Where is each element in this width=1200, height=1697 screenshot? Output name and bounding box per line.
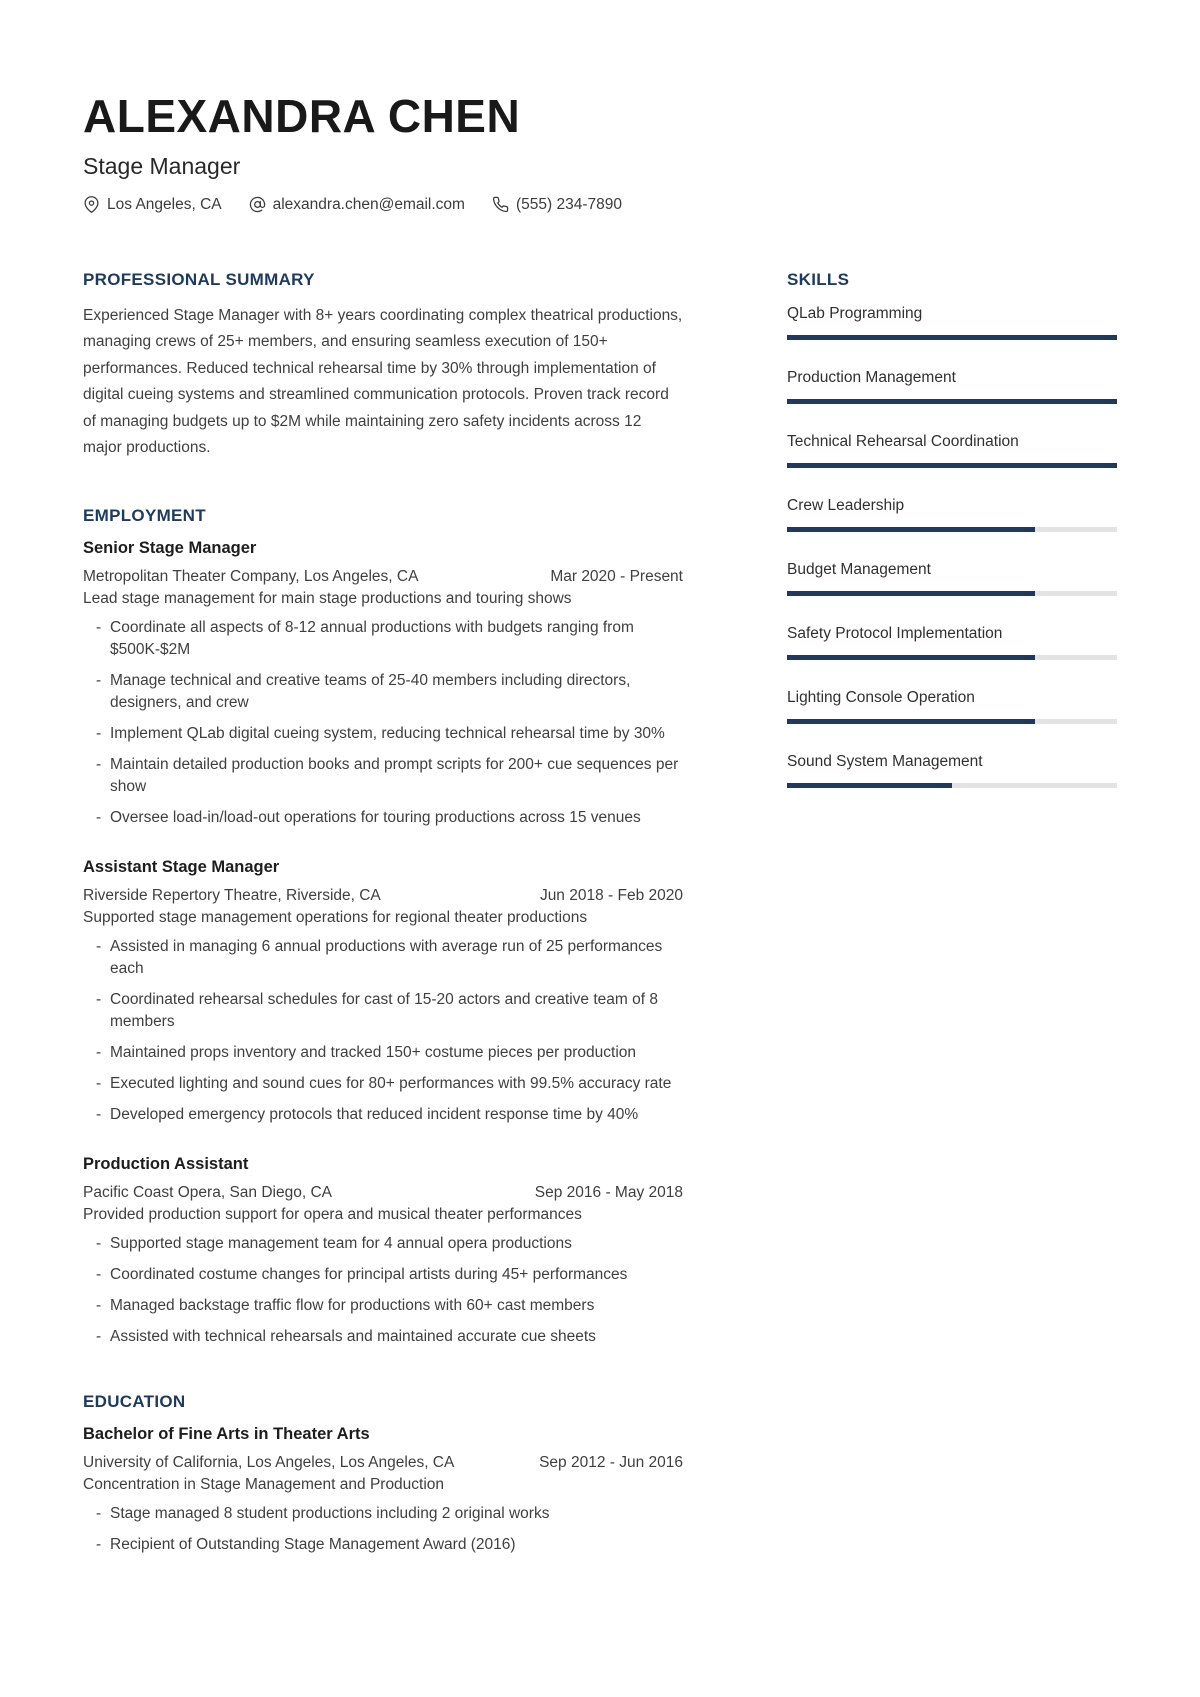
job-entry — [83, 1155, 683, 1348]
employment-heading: EMPLOYMENT — [83, 505, 206, 525]
skill-bar-fill — [787, 591, 1035, 596]
location-pin-icon — [83, 196, 100, 213]
job-bullet — [83, 1073, 683, 1095]
education-bullet — [83, 1503, 683, 1525]
job-bullet — [83, 1104, 683, 1126]
summary-text: Experienced Stage Manager with 8+ years coordinating complex theatrical productions, managing crews of 25+ members, and ensuring seamless execution of 150+ performances. Reduced technical rehearsal time by 30% through implementation of digital cueing systems and streamlined communication protocols. Proven track record of managing budgets up to $2M while maintaining zero safety incidents across 12 major productions. — [83, 306, 683, 457]
job-meta-row — [83, 1182, 683, 1203]
job-bullet-text: Coordinate all aspects of 8-12 annual productions with budgets ranging from $500K-$2M — [110, 618, 634, 658]
job-lead: Supported stage management operations for regional theater productions — [83, 908, 588, 926]
job-entry-title: Production Assistant — [83, 1154, 249, 1173]
bullet-dash: - — [96, 937, 102, 955]
contact-row — [83, 196, 1117, 214]
job-bullet — [83, 1042, 683, 1064]
bullet-dash: - — [96, 671, 102, 689]
job-bullet-list — [83, 1233, 683, 1348]
job-bullet-text: Oversee load-in/load-out operations for touring productions across 15 venues — [110, 808, 641, 826]
resume-header — [83, 92, 1117, 214]
job-bullet-text: Maintained props inventory and tracked 150+ costume pieces per production — [110, 1043, 637, 1061]
job-lead: Provided production support for opera and musical theater performances — [83, 1205, 582, 1223]
left-column — [83, 270, 683, 1556]
bullet-dash: - — [96, 1105, 102, 1123]
education-lead: Concentration in Stage Management and Production — [83, 1475, 445, 1493]
email-text: alexandra.chen@email.com — [272, 195, 465, 213]
skill-label: Lighting Console Operation — [787, 688, 975, 706]
job-bullet-text: Assisted with technical rehearsals and maintained accurate cue sheets — [110, 1327, 596, 1345]
job-entry-title: Senior Stage Manager — [83, 538, 257, 557]
job-bullet — [83, 617, 683, 661]
skill-label: Safety Protocol Implementation — [787, 624, 1003, 642]
employment-section — [83, 506, 683, 1348]
skill-list — [787, 303, 1117, 788]
job-bullet — [83, 754, 683, 798]
degree-title: Bachelor of Fine Arts in Theater Arts — [83, 1424, 370, 1443]
education-section — [83, 1392, 683, 1556]
contact-email — [249, 196, 465, 214]
bullet-dash: - — [96, 1327, 102, 1345]
education-bullet-text: Stage managed 8 student productions including 2 original works — [110, 1504, 550, 1522]
skill-label: Budget Management — [787, 560, 931, 578]
job-bullet-text: Assisted in managing 6 annual productions with average run of 25 performances each — [110, 937, 663, 977]
job-bullet — [83, 807, 683, 829]
location-text: Los Angeles, CA — [107, 195, 222, 213]
job-bullet-text: Coordinated costume changes for principal artists during 45+ performances — [110, 1265, 628, 1283]
skill-bar-track — [787, 335, 1117, 340]
phone-icon — [492, 196, 509, 213]
phone-text: (555) 234-7890 — [515, 195, 622, 213]
skill-item — [787, 367, 1117, 404]
job-company: Riverside Repertory Theatre, Riverside, CA — [83, 886, 381, 904]
education-dates: Sep 2012 - Jun 2016 — [539, 1453, 683, 1471]
skill-bar-track — [787, 719, 1117, 724]
bullet-dash: - — [96, 1043, 102, 1061]
job-bullet — [83, 670, 683, 714]
skill-bar-fill — [787, 335, 1117, 340]
education-list — [83, 1425, 683, 1556]
skill-bar-track — [787, 591, 1117, 596]
skill-item — [787, 495, 1117, 532]
skill-item — [787, 303, 1117, 340]
skill-label: QLab Programming — [787, 304, 923, 322]
education-entry — [83, 1425, 683, 1556]
skill-bar-fill — [787, 719, 1035, 724]
skill-bar-track — [787, 783, 1117, 788]
skill-bar-fill — [787, 399, 1117, 404]
skill-bar-fill — [787, 655, 1035, 660]
job-entry-title: Assistant Stage Manager — [83, 857, 280, 876]
bullet-dash: - — [96, 990, 102, 1008]
skill-item — [787, 751, 1117, 788]
education-bullet-text: Recipient of Outstanding Stage Management Award (2016) — [110, 1535, 516, 1553]
job-meta-row — [83, 566, 683, 587]
right-column — [787, 270, 1117, 815]
skill-bar-track — [787, 527, 1117, 532]
bullet-dash: - — [96, 1234, 102, 1252]
skill-bar-track — [787, 655, 1117, 660]
education-meta-row — [83, 1452, 683, 1473]
bullet-dash: - — [96, 1296, 102, 1314]
professional-summary-section — [83, 270, 683, 462]
job-title-subtitle: Stage Manager — [83, 153, 241, 180]
at-sign-icon — [249, 196, 266, 213]
bullet-dash: - — [96, 808, 102, 826]
job-bullet-text: Supported stage management team for 4 annual opera productions — [110, 1234, 572, 1252]
job-bullet — [83, 1326, 683, 1348]
skills-section — [787, 270, 1117, 788]
skill-item — [787, 559, 1117, 596]
skill-label: Technical Rehearsal Coordination — [787, 432, 1019, 450]
job-bullet-text: Coordinated rehearsal schedules for cast of 15-20 actors and creative team of 8 members — [110, 990, 658, 1030]
bullet-dash: - — [96, 1504, 102, 1522]
skill-item — [787, 623, 1117, 660]
job-bullet — [83, 1295, 683, 1317]
job-bullet-text: Maintain detailed production books and prompt scripts for 200+ cue sequences per show — [110, 755, 679, 795]
job-bullet — [83, 1233, 683, 1255]
job-dates: Jun 2018 - Feb 2020 — [539, 886, 683, 904]
job-bullet-list — [83, 936, 683, 1126]
job-lead: Lead stage management for main stage productions and touring shows — [83, 589, 572, 607]
skill-label: Crew Leadership — [787, 496, 905, 514]
job-company: Pacific Coast Opera, San Diego, CA — [83, 1183, 332, 1201]
contact-phone — [492, 196, 622, 214]
job-bullet-text: Implement QLab digital cueing system, reducing technical rehearsal time by 30% — [110, 724, 665, 742]
contact-location — [83, 196, 222, 214]
school-name: University of California, Los Angeles, Los Angeles, CA — [83, 1453, 455, 1471]
skill-bar-fill — [787, 463, 1117, 468]
job-entry — [83, 539, 683, 829]
skill-bar-track — [787, 463, 1117, 468]
summary-heading: PROFESSIONAL SUMMARY — [83, 269, 315, 289]
job-bullet — [83, 936, 683, 980]
job-entry — [83, 858, 683, 1126]
job-bullet-text: Manage technical and creative teams of 25-40 members including directors, designers, and crew — [110, 671, 631, 711]
bullet-dash: - — [96, 1535, 102, 1553]
job-bullet — [83, 989, 683, 1033]
skill-item — [787, 687, 1117, 724]
education-bullet-list — [83, 1503, 683, 1556]
job-meta-row — [83, 885, 683, 906]
job-bullet — [83, 723, 683, 745]
job-bullet-list — [83, 617, 683, 829]
job-bullet-text: Managed backstage traffic flow for productions with 60+ cast members — [110, 1296, 595, 1314]
job-dates: Sep 2016 - May 2018 — [534, 1183, 683, 1201]
skill-bar-fill — [787, 783, 952, 788]
bullet-dash: - — [96, 1265, 102, 1283]
bullet-dash: - — [96, 1074, 102, 1092]
bullet-dash: - — [96, 618, 102, 636]
job-list — [83, 539, 683, 1348]
job-bullet-text: Developed emergency protocols that reduced incident response time by 40% — [110, 1105, 639, 1123]
skill-bar-track — [787, 399, 1117, 404]
bullet-dash: - — [96, 755, 102, 773]
skill-label: Production Management — [787, 368, 956, 386]
skills-heading: SKILLS — [787, 269, 850, 289]
job-company: Metropolitan Theater Company, Los Angeles, CA — [83, 567, 419, 585]
skill-bar-fill — [787, 527, 1035, 532]
education-bullet — [83, 1534, 683, 1556]
job-dates: Mar 2020 - Present — [550, 567, 683, 585]
person-name: ALEXANDRA CHEN — [83, 90, 521, 142]
skill-item — [787, 431, 1117, 468]
job-bullet — [83, 1264, 683, 1286]
education-heading: EDUCATION — [83, 1391, 186, 1411]
job-bullet-text: Executed lighting and sound cues for 80+ performances with 99.5% accuracy rate — [110, 1074, 672, 1092]
two-column-layout — [83, 270, 1117, 1556]
skill-label: Sound System Management — [787, 752, 983, 770]
bullet-dash: - — [96, 724, 102, 742]
